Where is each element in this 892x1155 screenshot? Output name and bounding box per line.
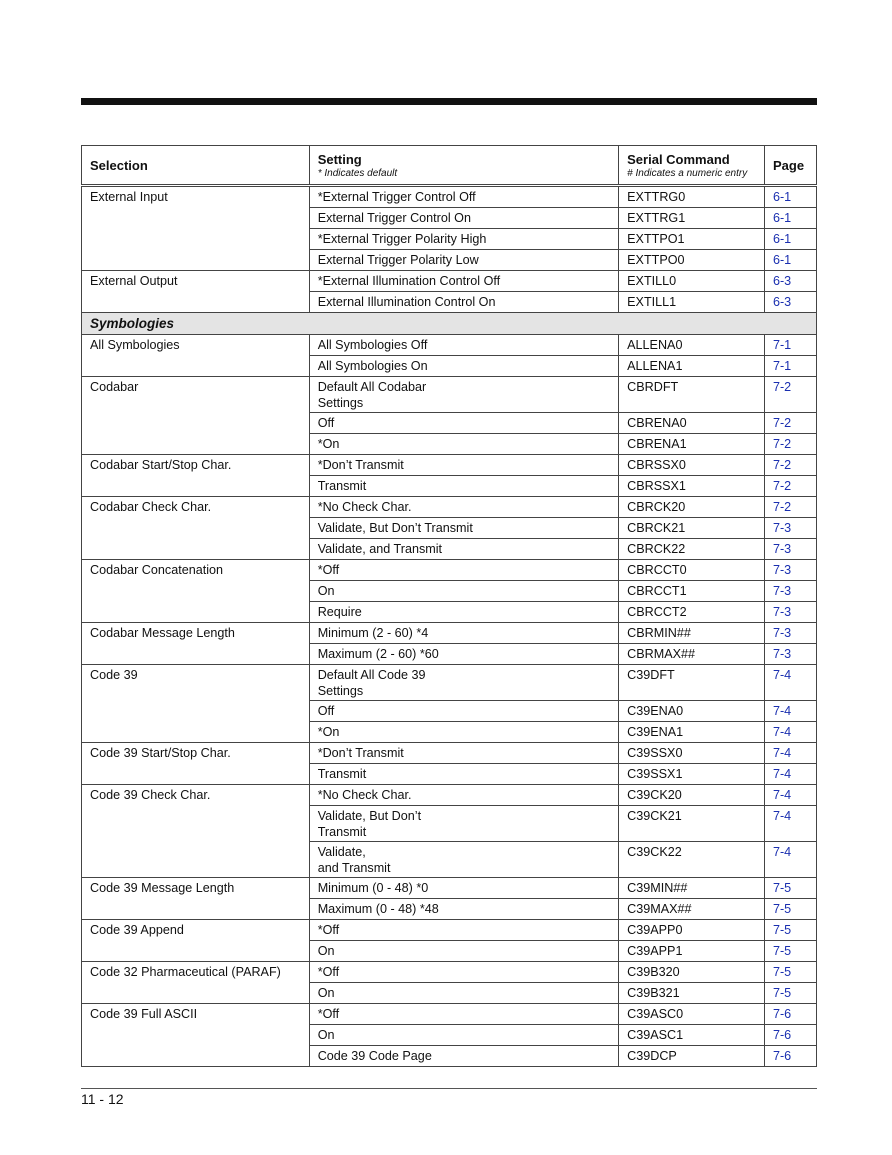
selection-cell: Codabar Message Length [82,623,310,665]
page-link[interactable]: 7-3 [764,623,816,644]
table-row [82,1004,817,1025]
selection-cell: Codabar [82,377,310,455]
table-row [82,271,817,292]
setting-cell: Require [309,602,618,623]
page-link[interactable]: 7-4 [764,842,816,878]
command-cell: EXTTPO1 [619,229,765,250]
selection-cell: Codabar Concatenation [82,560,310,623]
page-link[interactable]: 7-4 [764,665,816,701]
setting-cell: All Symbologies Off [309,335,618,356]
command-cell: C39CK20 [619,785,765,806]
table-row [82,962,817,983]
page-link[interactable]: 7-6 [764,1025,816,1046]
page-link[interactable]: 7-5 [764,920,816,941]
page-link[interactable]: 7-2 [764,434,816,455]
numeric-note: # Indicates a numeric entry [627,167,748,179]
table-row [82,377,817,413]
page-link[interactable]: 7-3 [764,518,816,539]
page-link[interactable]: 6-3 [764,271,816,292]
table-row [82,665,817,701]
command-cell: EXTTPO0 [619,250,765,271]
setting-cell: *Off [309,1004,618,1025]
setting-cell: *Don’t Transmit [309,455,618,476]
page-link[interactable]: 6-1 [764,208,816,229]
setting-cell: Default All Codabar Settings [309,377,618,413]
command-cell: CBRCK21 [619,518,765,539]
page-link[interactable]: 7-1 [764,356,816,377]
setting-cell: External Trigger Polarity Low [309,250,618,271]
selection-cell: External Input [82,186,310,271]
page-link[interactable]: 6-3 [764,292,816,313]
command-cell: CBRCK22 [619,539,765,560]
setting-cell: *External Illumination Control Off [309,271,618,292]
page-link[interactable]: 7-4 [764,722,816,743]
command-cell: C39DCP [619,1046,765,1067]
setting-cell: Validate, But Don’t Transmit [309,518,618,539]
page-link[interactable]: 7-1 [764,335,816,356]
command-cell: EXTTRG0 [619,186,765,208]
serial-command-header: Serial Command # Indicates a numeric entry [619,146,765,186]
table-row [82,878,817,899]
selection-cell: External Output [82,271,310,313]
command-cell: C39ENA1 [619,722,765,743]
setting-header: Setting * Indicates default [309,146,618,186]
page-link[interactable]: 6-1 [764,250,816,271]
header-rule [81,98,817,105]
page-link[interactable]: 7-6 [764,1046,816,1067]
page-link[interactable]: 7-4 [764,764,816,785]
section-row [82,313,817,335]
page-link[interactable]: 6-1 [764,229,816,250]
table-header-row [82,146,817,186]
command-cell: CBRCCT2 [619,602,765,623]
setting-cell: Code 39 Code Page [309,1046,618,1067]
page-link[interactable]: 7-5 [764,962,816,983]
setting-cell: External Illumination Control On [309,292,618,313]
command-cell: CBRCCT0 [619,560,765,581]
selection-cell: Code 39 Append [82,920,310,962]
page-link[interactable]: 7-3 [764,644,816,665]
page-link[interactable]: 7-2 [764,377,816,413]
setting-cell: *Off [309,920,618,941]
page-link[interactable]: 7-5 [764,899,816,920]
setting-cell: On [309,581,618,602]
page-link[interactable]: 7-3 [764,602,816,623]
selection-cell: All Symbologies [82,335,310,377]
setting-cell: All Symbologies On [309,356,618,377]
setting-cell: Minimum (0 - 48) *0 [309,878,618,899]
page-link[interactable]: 7-6 [764,1004,816,1025]
command-cell: ALLENA1 [619,356,765,377]
selection-cell: Codabar Start/Stop Char. [82,455,310,497]
command-cell: C39APP0 [619,920,765,941]
selection-cell: Codabar Check Char. [82,497,310,560]
command-cell: C39CK22 [619,842,765,878]
setting-cell: Transmit [309,476,618,497]
command-cell: C39ENA0 [619,701,765,722]
table-row [82,186,817,208]
setting-cell: Off [309,413,618,434]
command-cell: C39ASC0 [619,1004,765,1025]
page-header: Page [764,146,816,186]
selection-cell: Code 39 [82,665,310,743]
selection-header: Selection [82,146,310,186]
command-cell: EXTTRG1 [619,208,765,229]
page-link[interactable]: 6-1 [764,186,816,208]
setting-cell: Maximum (0 - 48) *48 [309,899,618,920]
table-row [82,623,817,644]
setting-cell: Validate, and Transmit [309,539,618,560]
table-row [82,743,817,764]
command-cell: C39APP1 [619,941,765,962]
setting-cell: *External Trigger Polarity High [309,229,618,250]
selection-cell: Code 39 Message Length [82,878,310,920]
setting-cell: On [309,941,618,962]
table-row [82,455,817,476]
page-link[interactable]: 7-5 [764,983,816,1004]
setting-cell: Default All Code 39 Settings [309,665,618,701]
page-link[interactable]: 7-4 [764,743,816,764]
setting-cell: *Off [309,560,618,581]
page-link[interactable]: 7-3 [764,539,816,560]
command-cell: C39ASC1 [619,1025,765,1046]
serial-command-table [81,145,817,1067]
setting-cell: External Trigger Control On [309,208,618,229]
setting-cell: *On [309,722,618,743]
command-cell: CBRSSX0 [619,455,765,476]
command-cell: EXTILL1 [619,292,765,313]
setting-cell: Minimum (2 - 60) *4 [309,623,618,644]
command-cell: CBRSSX1 [619,476,765,497]
setting-cell: *Off [309,962,618,983]
setting-cell: *On [309,434,618,455]
command-cell: C39B321 [619,983,765,1004]
command-cell: CBRENA1 [619,434,765,455]
setting-cell: On [309,983,618,1004]
setting-cell: *External Trigger Control Off [309,186,618,208]
command-cell: CBRCK20 [619,497,765,518]
command-cell: C39CK21 [619,806,765,842]
selection-cell: Code 39 Full ASCII [82,1004,310,1067]
page-number: 11 - 12 [81,1091,124,1107]
command-cell: EXTILL0 [619,271,765,292]
page-link[interactable]: 7-2 [764,455,816,476]
default-note: * Indicates default [317,167,398,179]
page-link[interactable]: 7-5 [764,878,816,899]
command-cell: CBRDFT [619,377,765,413]
command-cell: CBRMIN## [619,623,765,644]
command-cell: C39B320 [619,962,765,983]
command-cell: ALLENA0 [619,335,765,356]
table-row [82,335,817,356]
setting-cell: *No Check Char. [309,785,618,806]
command-cell: CBRENA0 [619,413,765,434]
setting-cell: Validate, But Don’t Transmit [309,806,618,842]
page-link[interactable]: 7-5 [764,941,816,962]
setting-cell: *No Check Char. [309,497,618,518]
command-cell: C39MIN## [619,878,765,899]
command-cell: C39SSX1 [619,764,765,785]
page-link[interactable]: 7-3 [764,560,816,581]
setting-cell: Transmit [309,764,618,785]
command-cell: C39MAX## [619,899,765,920]
page-link[interactable]: 7-4 [764,785,816,806]
command-cell: C39SSX0 [619,743,765,764]
page-link[interactable]: 7-4 [764,806,816,842]
selection-cell: Code 32 Pharmaceutical (PARAF) [82,962,310,1004]
page-link[interactable]: 7-3 [764,581,816,602]
setting-cell: Validate, and Transmit [309,842,618,878]
table-row [82,920,817,941]
table-row [82,785,817,806]
command-cell: C39DFT [619,665,765,701]
selection-cell: Code 39 Start/Stop Char. [82,743,310,785]
table-row [82,560,817,581]
selection-cell: Code 39 Check Char. [82,785,310,878]
section-title: Symbologies [82,313,817,335]
footer-rule [81,1088,817,1089]
setting-cell: *Don’t Transmit [309,743,618,764]
page-link[interactable]: 7-2 [764,497,816,518]
setting-cell: Maximum (2 - 60) *60 [309,644,618,665]
command-cell: CBRCCT1 [619,581,765,602]
page-link[interactable]: 7-4 [764,701,816,722]
command-cell: CBRMAX## [619,644,765,665]
setting-cell: Off [309,701,618,722]
table-row [82,497,817,518]
page-link[interactable]: 7-2 [764,476,816,497]
page-link[interactable]: 7-2 [764,413,816,434]
setting-cell: On [309,1025,618,1046]
table-body [82,186,817,1067]
